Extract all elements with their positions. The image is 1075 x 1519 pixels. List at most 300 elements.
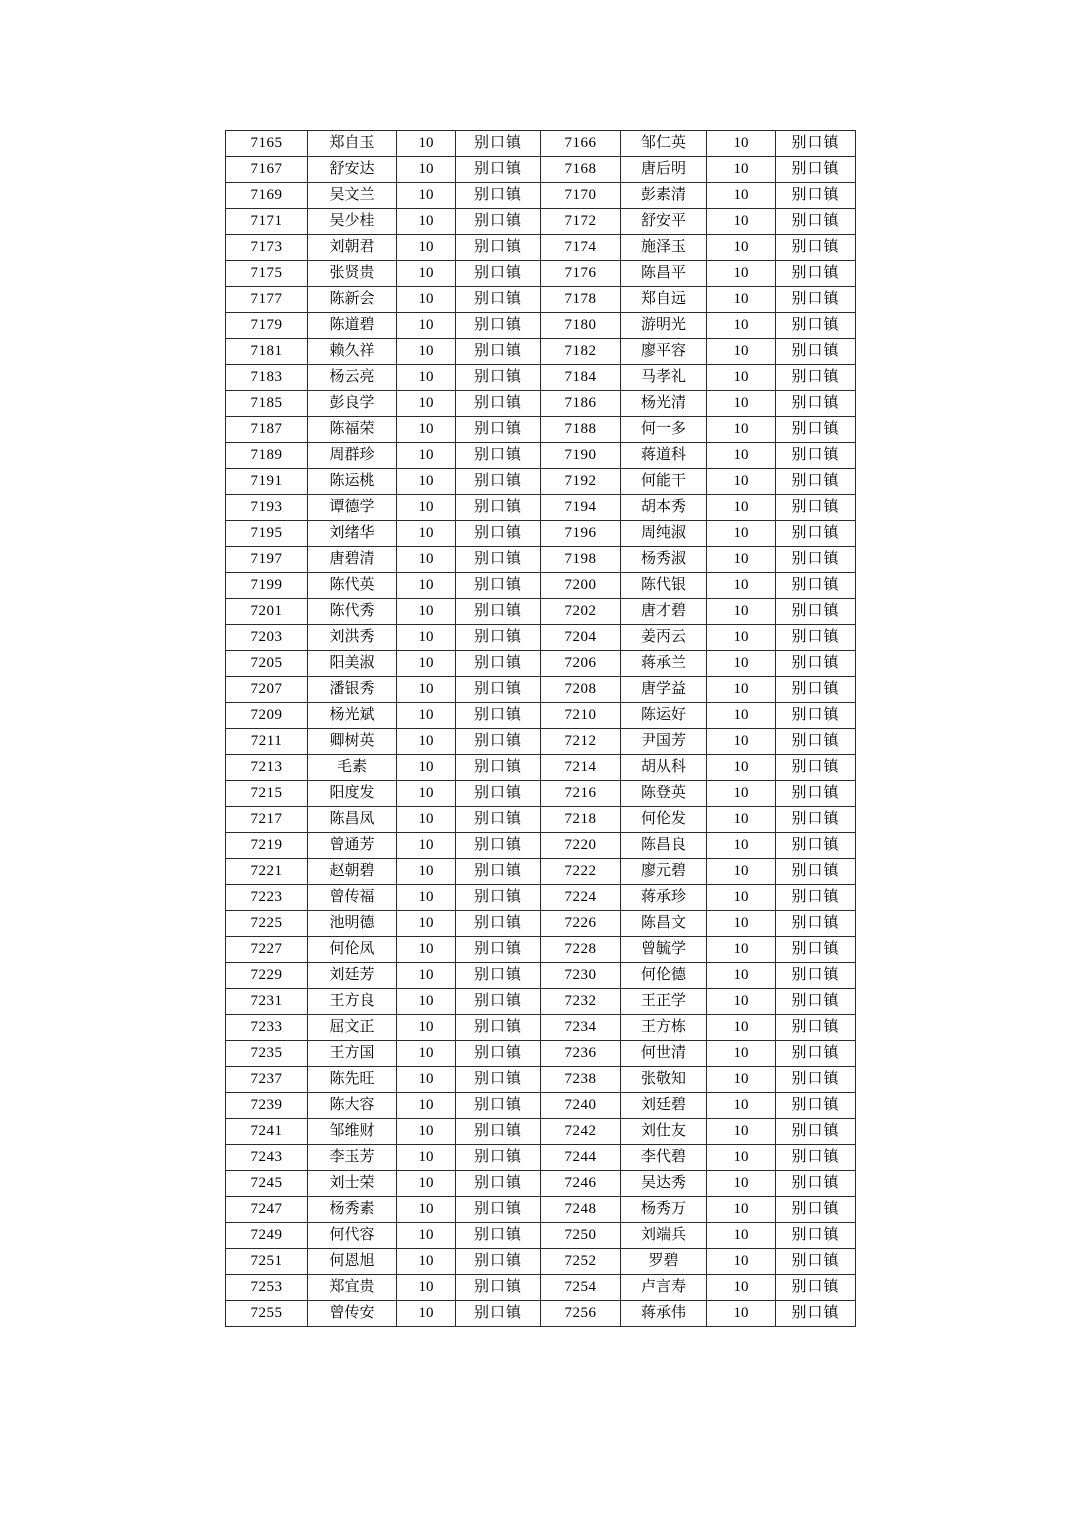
township-cell: 别口镇	[456, 391, 541, 417]
township-cell: 别口镇	[776, 417, 856, 443]
amount-cell: 10	[397, 547, 456, 573]
township-cell: 别口镇	[776, 937, 856, 963]
township-cell: 别口镇	[456, 547, 541, 573]
name-cell: 王方栋	[621, 1015, 707, 1041]
name-cell: 周群珍	[308, 443, 397, 469]
name-cell: 何伦凤	[308, 937, 397, 963]
name-cell: 陈登英	[621, 781, 707, 807]
serial-cell: 7215	[226, 781, 308, 807]
amount-cell: 10	[707, 313, 776, 339]
name-cell: 潘银秀	[308, 677, 397, 703]
serial-cell: 7242	[541, 1119, 621, 1145]
township-cell: 别口镇	[776, 495, 856, 521]
amount-cell: 10	[397, 651, 456, 677]
amount-cell: 10	[707, 287, 776, 313]
table-row	[226, 495, 856, 521]
table-row	[226, 989, 856, 1015]
township-cell: 别口镇	[776, 1119, 856, 1145]
serial-cell: 7233	[226, 1015, 308, 1041]
serial-cell: 7193	[226, 495, 308, 521]
township-cell: 别口镇	[456, 1067, 541, 1093]
table-row	[226, 1067, 856, 1093]
table-row	[226, 703, 856, 729]
serial-cell: 7187	[226, 417, 308, 443]
table-row	[226, 1093, 856, 1119]
amount-cell: 10	[707, 1249, 776, 1275]
serial-cell: 7197	[226, 547, 308, 573]
table-row	[226, 1301, 856, 1327]
amount-cell: 10	[707, 1171, 776, 1197]
serial-cell: 7189	[226, 443, 308, 469]
name-cell: 吴少桂	[308, 209, 397, 235]
name-cell: 陈新会	[308, 287, 397, 313]
serial-cell: 7166	[541, 131, 621, 157]
township-cell: 别口镇	[776, 1275, 856, 1301]
township-cell: 别口镇	[456, 287, 541, 313]
serial-cell: 7168	[541, 157, 621, 183]
amount-cell: 10	[707, 1223, 776, 1249]
township-cell: 别口镇	[456, 599, 541, 625]
township-cell: 别口镇	[776, 1171, 856, 1197]
name-cell: 蒋道科	[621, 443, 707, 469]
amount-cell: 10	[397, 963, 456, 989]
amount-cell: 10	[397, 729, 456, 755]
name-cell: 蒋承兰	[621, 651, 707, 677]
table-row	[226, 547, 856, 573]
name-cell: 胡从科	[621, 755, 707, 781]
amount-cell: 10	[397, 417, 456, 443]
amount-cell: 10	[397, 391, 456, 417]
name-cell: 曾传安	[308, 1301, 397, 1327]
amount-cell: 10	[707, 235, 776, 261]
serial-cell: 7256	[541, 1301, 621, 1327]
name-cell: 张敬知	[621, 1067, 707, 1093]
township-cell: 别口镇	[456, 261, 541, 287]
township-cell: 别口镇	[456, 209, 541, 235]
name-cell: 郑宜贵	[308, 1275, 397, 1301]
name-cell: 邹维财	[308, 1119, 397, 1145]
serial-cell: 7235	[226, 1041, 308, 1067]
table-row	[226, 651, 856, 677]
table-row	[226, 1015, 856, 1041]
township-cell: 别口镇	[456, 365, 541, 391]
name-cell: 王方良	[308, 989, 397, 1015]
name-cell: 罗碧	[621, 1249, 707, 1275]
name-cell: 唐才碧	[621, 599, 707, 625]
serial-cell: 7240	[541, 1093, 621, 1119]
serial-cell: 7212	[541, 729, 621, 755]
serial-cell: 7170	[541, 183, 621, 209]
amount-cell: 10	[707, 183, 776, 209]
township-cell: 别口镇	[456, 1171, 541, 1197]
serial-cell: 7252	[541, 1249, 621, 1275]
table-row	[226, 313, 856, 339]
serial-cell: 7172	[541, 209, 621, 235]
amount-cell: 10	[397, 859, 456, 885]
name-cell: 唐后明	[621, 157, 707, 183]
serial-cell: 7237	[226, 1067, 308, 1093]
serial-cell: 7244	[541, 1145, 621, 1171]
township-cell: 别口镇	[456, 911, 541, 937]
table-row	[226, 1119, 856, 1145]
table-row	[226, 1145, 856, 1171]
serial-cell: 7183	[226, 365, 308, 391]
serial-cell: 7169	[226, 183, 308, 209]
serial-cell: 7228	[541, 937, 621, 963]
name-cell: 杨光清	[621, 391, 707, 417]
amount-cell: 10	[707, 1015, 776, 1041]
serial-cell: 7206	[541, 651, 621, 677]
township-cell: 别口镇	[456, 1301, 541, 1327]
amount-cell: 10	[397, 313, 456, 339]
township-cell: 别口镇	[776, 183, 856, 209]
serial-cell: 7255	[226, 1301, 308, 1327]
township-cell: 别口镇	[776, 261, 856, 287]
serial-cell: 7249	[226, 1223, 308, 1249]
amount-cell: 10	[707, 1145, 776, 1171]
serial-cell: 7250	[541, 1223, 621, 1249]
serial-cell: 7204	[541, 625, 621, 651]
table-row	[226, 599, 856, 625]
serial-cell: 7182	[541, 339, 621, 365]
amount-cell: 10	[397, 781, 456, 807]
township-cell: 别口镇	[456, 183, 541, 209]
name-cell: 陈代英	[308, 573, 397, 599]
name-cell: 赖久祥	[308, 339, 397, 365]
table-row	[226, 1223, 856, 1249]
township-cell: 别口镇	[776, 1067, 856, 1093]
township-cell: 别口镇	[776, 625, 856, 651]
amount-cell: 10	[707, 1197, 776, 1223]
township-cell: 别口镇	[776, 677, 856, 703]
serial-cell: 7178	[541, 287, 621, 313]
table-row	[226, 677, 856, 703]
table-row	[226, 781, 856, 807]
name-cell: 杨秀素	[308, 1197, 397, 1223]
table-row	[226, 157, 856, 183]
serial-cell: 7191	[226, 469, 308, 495]
township-cell: 别口镇	[456, 1119, 541, 1145]
table-row	[226, 833, 856, 859]
township-cell: 别口镇	[776, 885, 856, 911]
serial-cell: 7223	[226, 885, 308, 911]
serial-cell: 7241	[226, 1119, 308, 1145]
township-cell: 别口镇	[456, 443, 541, 469]
township-cell: 别口镇	[456, 885, 541, 911]
serial-cell: 7171	[226, 209, 308, 235]
amount-cell: 10	[397, 131, 456, 157]
amount-cell: 10	[707, 1119, 776, 1145]
amount-cell: 10	[707, 261, 776, 287]
township-cell: 别口镇	[776, 989, 856, 1015]
amount-cell: 10	[397, 521, 456, 547]
name-cell: 曾传福	[308, 885, 397, 911]
name-cell: 池明德	[308, 911, 397, 937]
roster-table	[225, 130, 856, 1327]
township-cell: 别口镇	[776, 755, 856, 781]
serial-cell: 7205	[226, 651, 308, 677]
name-cell: 陈昌凤	[308, 807, 397, 833]
table-row	[226, 287, 856, 313]
township-cell: 别口镇	[456, 521, 541, 547]
township-cell: 别口镇	[776, 469, 856, 495]
name-cell: 陈昌良	[621, 833, 707, 859]
amount-cell: 10	[707, 755, 776, 781]
name-cell: 陈福荣	[308, 417, 397, 443]
township-cell: 别口镇	[456, 989, 541, 1015]
serial-cell: 7239	[226, 1093, 308, 1119]
name-cell: 舒安平	[621, 209, 707, 235]
amount-cell: 10	[707, 625, 776, 651]
township-cell: 别口镇	[456, 781, 541, 807]
amount-cell: 10	[707, 1067, 776, 1093]
amount-cell: 10	[397, 755, 456, 781]
township-cell: 别口镇	[776, 313, 856, 339]
serial-cell: 7210	[541, 703, 621, 729]
serial-cell: 7180	[541, 313, 621, 339]
serial-cell: 7232	[541, 989, 621, 1015]
serial-cell: 7234	[541, 1015, 621, 1041]
table-row	[226, 261, 856, 287]
amount-cell: 10	[397, 625, 456, 651]
amount-cell: 10	[707, 937, 776, 963]
name-cell: 周纯淑	[621, 521, 707, 547]
name-cell: 曾毓学	[621, 937, 707, 963]
township-cell: 别口镇	[776, 911, 856, 937]
name-cell: 陈运好	[621, 703, 707, 729]
serial-cell: 7222	[541, 859, 621, 885]
name-cell: 刘士荣	[308, 1171, 397, 1197]
name-cell: 何伦德	[621, 963, 707, 989]
name-cell: 唐学益	[621, 677, 707, 703]
name-cell: 何恩旭	[308, 1249, 397, 1275]
township-cell: 别口镇	[776, 443, 856, 469]
name-cell: 胡本秀	[621, 495, 707, 521]
serial-cell: 7186	[541, 391, 621, 417]
serial-cell: 7211	[226, 729, 308, 755]
serial-cell: 7198	[541, 547, 621, 573]
amount-cell: 10	[707, 833, 776, 859]
township-cell: 别口镇	[776, 781, 856, 807]
name-cell: 尹国芳	[621, 729, 707, 755]
name-cell: 张贤贵	[308, 261, 397, 287]
name-cell: 彭素清	[621, 183, 707, 209]
serial-cell: 7175	[226, 261, 308, 287]
amount-cell: 10	[707, 1041, 776, 1067]
table-row	[226, 807, 856, 833]
township-cell: 别口镇	[456, 859, 541, 885]
township-cell: 别口镇	[776, 339, 856, 365]
serial-cell: 7174	[541, 235, 621, 261]
serial-cell: 7220	[541, 833, 621, 859]
amount-cell: 10	[397, 1015, 456, 1041]
township-cell: 别口镇	[776, 1197, 856, 1223]
township-cell: 别口镇	[456, 651, 541, 677]
table-row	[226, 183, 856, 209]
serial-cell: 7181	[226, 339, 308, 365]
township-cell: 别口镇	[776, 1145, 856, 1171]
township-cell: 别口镇	[456, 963, 541, 989]
township-cell: 别口镇	[456, 235, 541, 261]
table-row	[226, 1171, 856, 1197]
name-cell: 屈文正	[308, 1015, 397, 1041]
name-cell: 陈代银	[621, 573, 707, 599]
name-cell: 杨秀万	[621, 1197, 707, 1223]
serial-cell: 7246	[541, 1171, 621, 1197]
name-cell: 陈先旺	[308, 1067, 397, 1093]
name-cell: 郑自玉	[308, 131, 397, 157]
serial-cell: 7201	[226, 599, 308, 625]
serial-cell: 7213	[226, 755, 308, 781]
serial-cell: 7176	[541, 261, 621, 287]
township-cell: 别口镇	[776, 365, 856, 391]
name-cell: 何代容	[308, 1223, 397, 1249]
name-cell: 陈大容	[308, 1093, 397, 1119]
amount-cell: 10	[707, 1093, 776, 1119]
name-cell: 李玉芳	[308, 1145, 397, 1171]
name-cell: 吴文兰	[308, 183, 397, 209]
table-row	[226, 521, 856, 547]
table-row	[226, 1197, 856, 1223]
serial-cell: 7207	[226, 677, 308, 703]
amount-cell: 10	[397, 1275, 456, 1301]
township-cell: 别口镇	[456, 755, 541, 781]
serial-cell: 7209	[226, 703, 308, 729]
amount-cell: 10	[707, 807, 776, 833]
name-cell: 蒋承伟	[621, 1301, 707, 1327]
amount-cell: 10	[707, 599, 776, 625]
township-cell: 别口镇	[456, 1145, 541, 1171]
township-cell: 别口镇	[456, 1197, 541, 1223]
serial-cell: 7216	[541, 781, 621, 807]
township-cell: 别口镇	[776, 209, 856, 235]
name-cell: 刘廷碧	[621, 1093, 707, 1119]
name-cell: 廖平容	[621, 339, 707, 365]
serial-cell: 7200	[541, 573, 621, 599]
amount-cell: 10	[397, 495, 456, 521]
amount-cell: 10	[397, 235, 456, 261]
township-cell: 别口镇	[456, 1015, 541, 1041]
township-cell: 别口镇	[456, 807, 541, 833]
township-cell: 别口镇	[456, 131, 541, 157]
amount-cell: 10	[707, 911, 776, 937]
serial-cell: 7236	[541, 1041, 621, 1067]
serial-cell: 7194	[541, 495, 621, 521]
township-cell: 别口镇	[456, 339, 541, 365]
township-cell: 别口镇	[776, 131, 856, 157]
name-cell: 姜丙云	[621, 625, 707, 651]
serial-cell: 7203	[226, 625, 308, 651]
name-cell: 郑自远	[621, 287, 707, 313]
serial-cell: 7231	[226, 989, 308, 1015]
township-cell: 别口镇	[776, 1015, 856, 1041]
serial-cell: 7208	[541, 677, 621, 703]
serial-cell: 7165	[226, 131, 308, 157]
amount-cell: 10	[397, 807, 456, 833]
amount-cell: 10	[397, 1171, 456, 1197]
township-cell: 别口镇	[456, 1249, 541, 1275]
table-row	[226, 937, 856, 963]
table-row	[226, 911, 856, 937]
amount-cell: 10	[707, 339, 776, 365]
amount-cell: 10	[707, 703, 776, 729]
amount-cell: 10	[707, 521, 776, 547]
name-cell: 谭德学	[308, 495, 397, 521]
amount-cell: 10	[707, 391, 776, 417]
amount-cell: 10	[397, 677, 456, 703]
amount-cell: 10	[707, 495, 776, 521]
name-cell: 刘绪华	[308, 521, 397, 547]
serial-cell: 7243	[226, 1145, 308, 1171]
amount-cell: 10	[397, 1249, 456, 1275]
township-cell: 别口镇	[776, 729, 856, 755]
name-cell: 毛素	[308, 755, 397, 781]
serial-cell: 7173	[226, 235, 308, 261]
amount-cell: 10	[397, 599, 456, 625]
township-cell: 别口镇	[456, 729, 541, 755]
township-cell: 别口镇	[456, 1093, 541, 1119]
serial-cell: 7167	[226, 157, 308, 183]
township-cell: 别口镇	[776, 287, 856, 313]
amount-cell: 10	[397, 573, 456, 599]
serial-cell: 7179	[226, 313, 308, 339]
township-cell: 别口镇	[776, 833, 856, 859]
name-cell: 廖元碧	[621, 859, 707, 885]
amount-cell: 10	[397, 287, 456, 313]
township-cell: 别口镇	[456, 937, 541, 963]
amount-cell: 10	[707, 573, 776, 599]
amount-cell: 10	[397, 1067, 456, 1093]
serial-cell: 7177	[226, 287, 308, 313]
serial-cell: 7245	[226, 1171, 308, 1197]
name-cell: 刘廷芳	[308, 963, 397, 989]
township-cell: 别口镇	[456, 677, 541, 703]
serial-cell: 7238	[541, 1067, 621, 1093]
table-row	[226, 625, 856, 651]
name-cell: 李代碧	[621, 1145, 707, 1171]
amount-cell: 10	[397, 157, 456, 183]
amount-cell: 10	[707, 781, 776, 807]
amount-cell: 10	[397, 209, 456, 235]
roster-table-body	[226, 131, 856, 1327]
serial-cell: 7202	[541, 599, 621, 625]
township-cell: 别口镇	[776, 391, 856, 417]
name-cell: 刘端兵	[621, 1223, 707, 1249]
amount-cell: 10	[707, 963, 776, 989]
serial-cell: 7190	[541, 443, 621, 469]
name-cell: 杨光斌	[308, 703, 397, 729]
amount-cell: 10	[397, 469, 456, 495]
amount-cell: 10	[707, 651, 776, 677]
amount-cell: 10	[397, 1093, 456, 1119]
township-cell: 别口镇	[776, 1223, 856, 1249]
name-cell: 唐碧清	[308, 547, 397, 573]
amount-cell: 10	[707, 729, 776, 755]
serial-cell: 7195	[226, 521, 308, 547]
township-cell: 别口镇	[776, 521, 856, 547]
township-cell: 别口镇	[776, 599, 856, 625]
amount-cell: 10	[707, 469, 776, 495]
table-row	[226, 391, 856, 417]
name-cell: 何能干	[621, 469, 707, 495]
serial-cell: 7221	[226, 859, 308, 885]
amount-cell: 10	[707, 417, 776, 443]
amount-cell: 10	[707, 1275, 776, 1301]
township-cell: 别口镇	[776, 1249, 856, 1275]
serial-cell: 7230	[541, 963, 621, 989]
township-cell: 别口镇	[456, 1275, 541, 1301]
name-cell: 何伦发	[621, 807, 707, 833]
